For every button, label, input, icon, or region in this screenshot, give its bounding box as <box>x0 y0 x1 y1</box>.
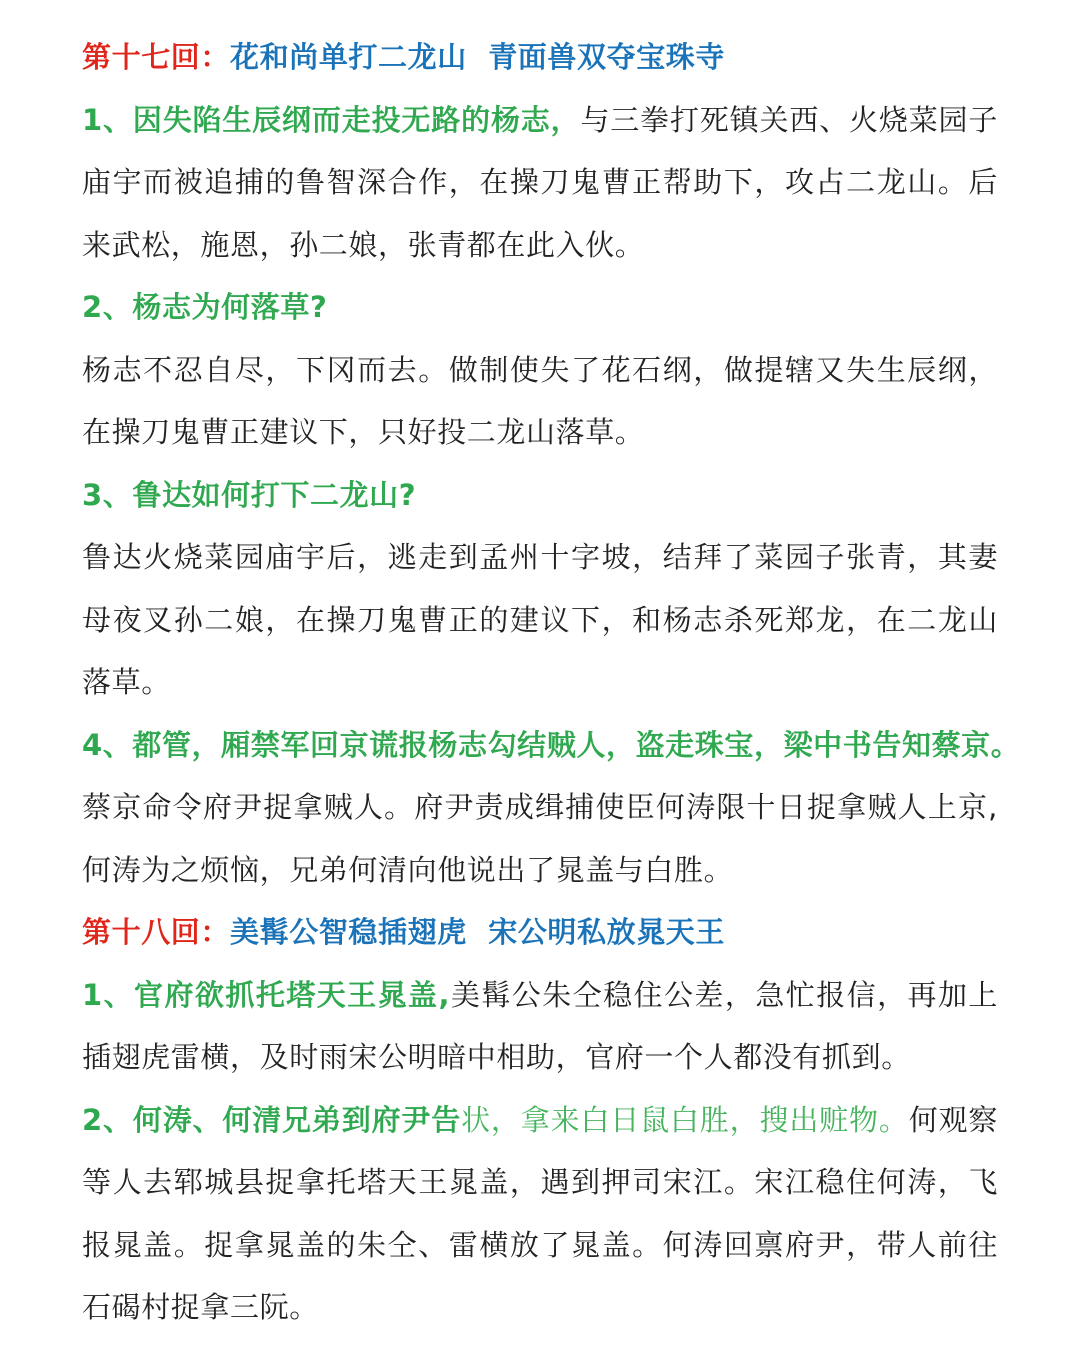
ch18-item1-line1-tail: 美髯公朱仝稳住公差，急忙报信，再加上 <box>450 977 998 1012</box>
ch17-item3-line2: 母夜叉孙二娘，在操刀鬼曹正的建议下，和杨志杀死郑龙，在二龙山 <box>82 602 998 637</box>
ch18-item2-line2: 等人去郓城县捉拿托塔天王晁盖，遇到押司宋江。宋江稳住何涛，飞 <box>82 1165 998 1199</box>
ch17-item4-line2: 何涛为之烦恼，兄弟何清向他说出了晁盖与白胜。 <box>82 852 734 887</box>
ch17-item1-line1-tail: 与三拳打死镇关西、火烧菜园子 <box>580 102 998 137</box>
ch18-item2-heading-light: 状，拿来白日鼠白胜，搜出赃物。 <box>461 1102 909 1137</box>
chapter-17-title: 花和尚单打二龙山 青面兽双夺宝珠寺 <box>230 40 726 74</box>
ch17-item2-line1: 杨志不忍自尽，下冈而去。做制使失了花石纲，做提辖又失生辰纲， <box>82 352 998 387</box>
chapter-17-heading <box>82 26 998 89</box>
ch18-item1-line1 <box>82 964 998 1027</box>
chapter-17-label: 第十七回： <box>82 40 231 74</box>
ch18-item1-line2: 插翅虎雷横，及时雨宋公明暗中相助，官府一个人都没有抓到。 <box>82 1040 911 1074</box>
ch17-item4-heading: 4、都管，厢禁军回京谎报杨志勾结贼人，盗走珠宝，梁中书告知蔡京。 <box>82 727 1021 762</box>
ch17-item1-line1 <box>82 89 998 152</box>
ch18-item2-line1 <box>82 1089 998 1152</box>
ch17-item2-heading: 2、杨志为何落草? <box>82 290 328 324</box>
ch17-item1-heading: 1、因失陷生辰纲而走投无路的杨志， <box>82 102 581 137</box>
chapter-18-heading <box>82 901 998 964</box>
chapter-18-title: 美髯公智稳插翅虎 宋公明私放晁天王 <box>230 915 726 949</box>
ch18-item2-line4: 石碣村捉拿三阮。 <box>82 1290 319 1324</box>
ch17-item1-line2: 庙宇而被追捕的鲁智深合作，在操刀鬼曹正帮助下，攻占二龙山。后 <box>82 165 998 199</box>
chapter-18-label: 第十八回： <box>82 915 231 949</box>
ch18-item2-line1-tail: 何观察 <box>908 1102 998 1137</box>
ch17-item2-line2: 在操刀鬼曹正建议下，只好投二龙山落草。 <box>82 415 645 449</box>
ch17-item4-line1: 蔡京命令府尹捉拿贼人。府尹责成缉捕使臣何涛限十日捉拿贼人上京, <box>82 790 998 824</box>
ch18-item2-heading-bold: 2、何涛、何清兄弟到府尹告 <box>82 1102 462 1137</box>
ch18-item1-heading: 1、官府欲抓托塔天王晁盖, <box>82 977 451 1012</box>
ch18-item2-line3: 报晁盖。捉拿晁盖的朱仝、雷横放了晁盖。何涛回禀府尹，带人前往 <box>82 1227 998 1262</box>
ch17-item3-line3: 落草。 <box>82 665 171 699</box>
ch17-item1-line3: 来武松，施恩，孙二娘，张青都在此入伙。 <box>82 227 645 262</box>
ch17-item3-line1: 鲁达火烧菜园庙宇后，逃走到孟州十字坡，结拜了菜园子张青，其妻 <box>82 540 998 574</box>
ch17-item3-heading: 3、鲁达如何打下二龙山? <box>82 477 417 512</box>
